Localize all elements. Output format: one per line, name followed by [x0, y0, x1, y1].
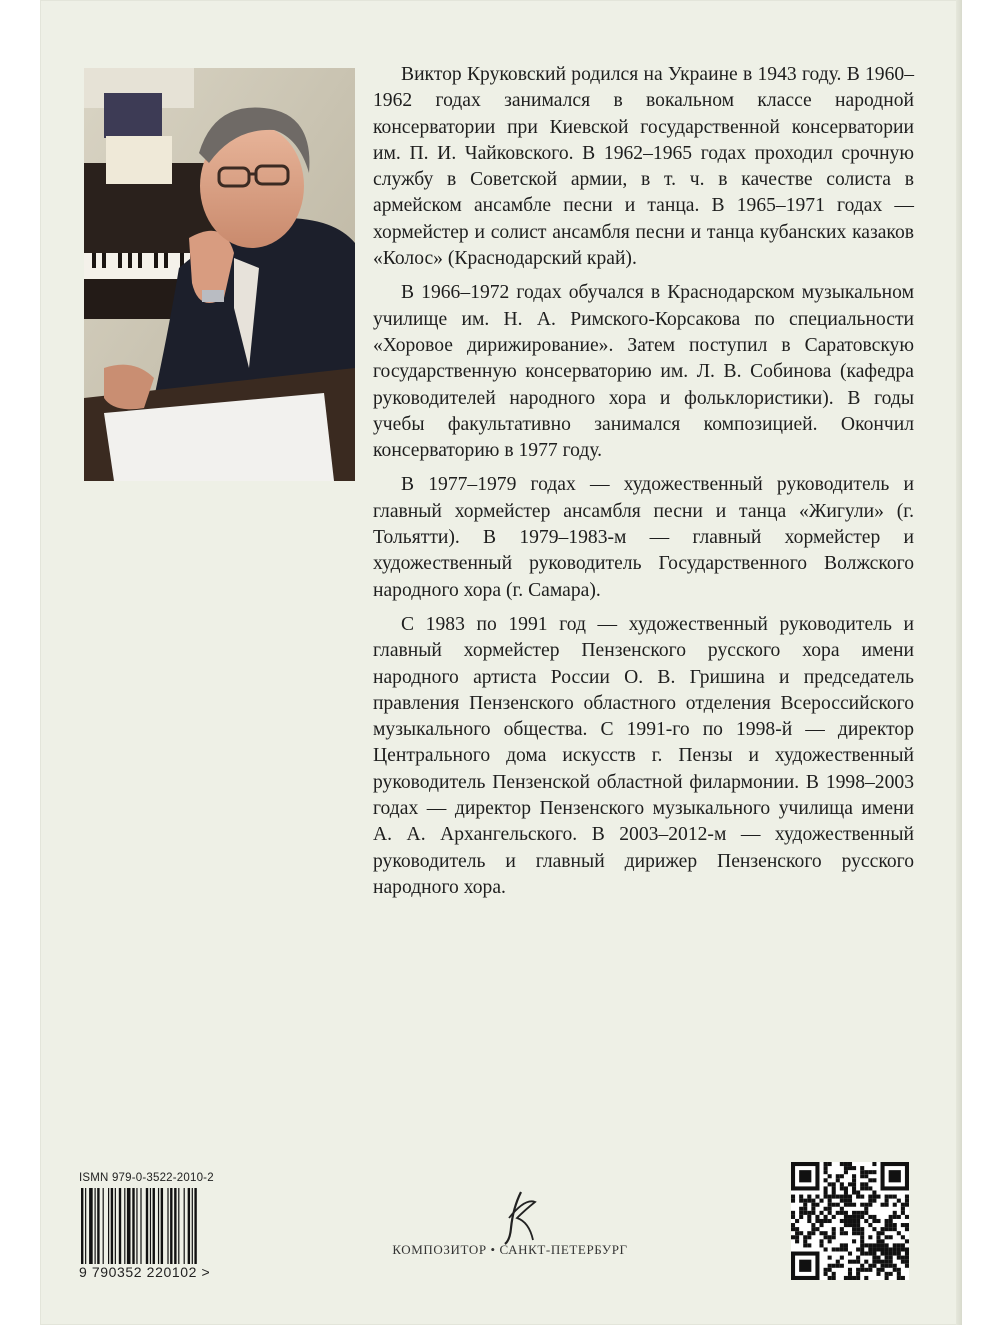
cover-edge: [956, 0, 962, 1325]
ismn-label: ISMN 979-0-3522-2010-2: [79, 1172, 214, 1184]
publisher-name: КОМПОЗИТОР • САНКТ-ПЕТЕРБУРГ: [392, 1242, 628, 1257]
bio-paragraph: С 1983 по 1991 год — художественный руководитель и главный хормейстер Пензенского русского хора имени народного артиста России О. В. Гришина и председатель правления Пензенского областного отделения Всероссийского музыкального общества. С 1991-го по 1998-й — директор Центрального дома искусств г. Пензы и художественный руководитель Пензенской областной филармонии. В 1998–2003 годах — директор Пензенского музыкального училища имени А. А. Архангельского. В 2003–2012-м — художественный руководитель и главный дирижер Пензенского русского народного хора.: [373, 613, 914, 898]
bio-paragraph: В 1977–1979 годах — художественный руководитель и главный хормейстер ансамбля песни и танца «Жигули» (г. Тольятти). В 1979–1983-м — главный хормейстер и художественный руководитель Государственного Волжского народного хора (г. Самара).: [373, 474, 914, 601]
publisher-logo: [495, 1188, 545, 1248]
bio-paragraph: Виктор Круковский родился на Украине в 1943 году. В 1960–1962 годах занимался в вокальном классе народной консерватории при Киевской государственной консерватории им. П. И. Чайковского. В 1962–1965 годах проходил срочную службу в Советской армии, в т. ч. в качестве солиста в армейском ансамбле песни и танца. В 1965–1971 годах — хормейстер и солист ансамбля песни и танца кубанских казаков «Колос» (Краснодарский край).: [373, 64, 914, 270]
barcode-digits: 9 790352 220102 >: [79, 1264, 211, 1280]
biography-text: [373, 62, 914, 909]
author-photo: [84, 68, 355, 481]
qr-code: [791, 1162, 909, 1280]
barcode: [79, 1172, 237, 1282]
bio-paragraph: В 1966–1972 годах обучался в Краснодарском музыкальном училище им. Н. А. Римского-Корсакова по специальности «Хоровое дирижирование». Затем поступил в Саратовскую государственную консерваторию им. Л. В. Собинова (кафедра руководителей народного хора и фольклористики). В годы учебы факультативно занимался композицией. Окончил консерваторию в 1977 году.: [373, 282, 914, 462]
barcode-bars: [81, 1188, 231, 1264]
